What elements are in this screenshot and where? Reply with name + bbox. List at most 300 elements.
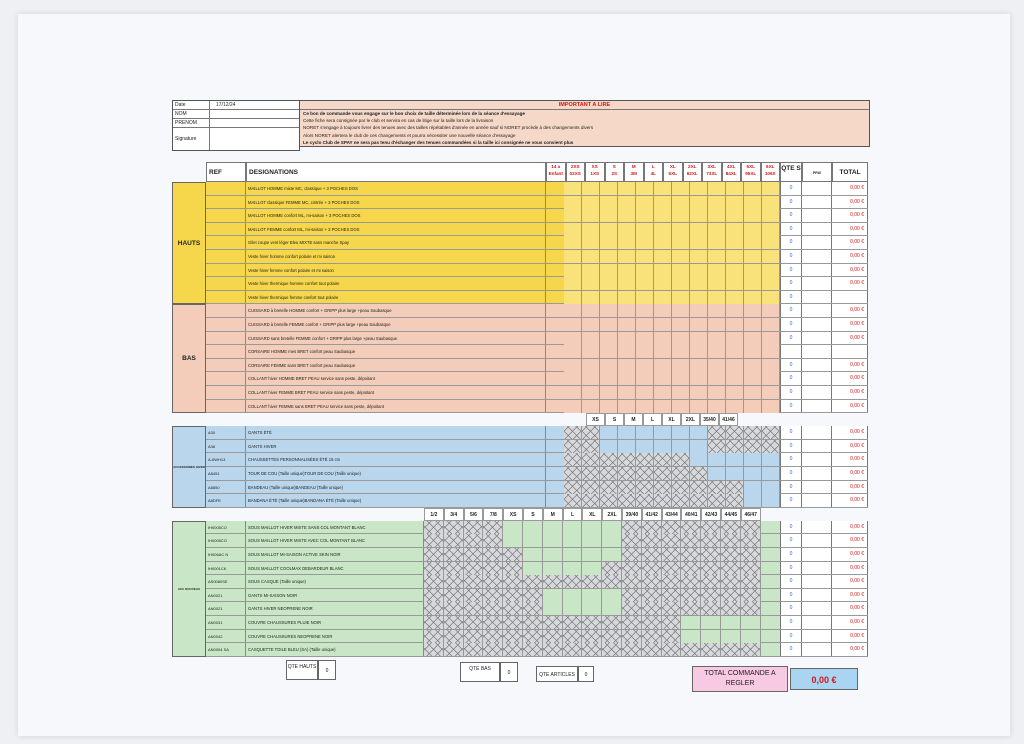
size-cell[interactable] [582, 345, 600, 358]
size-cell[interactable] [582, 264, 600, 277]
size-cell[interactable] [708, 277, 726, 290]
size-cell[interactable] [726, 182, 744, 195]
size-cell[interactable] [602, 534, 622, 547]
size-cell[interactable] [690, 426, 708, 439]
size-cell[interactable] [503, 534, 523, 547]
qty-cell[interactable]: 0 [780, 400, 802, 413]
size-cell[interactable] [582, 196, 600, 209]
size-cell[interactable] [602, 602, 622, 615]
size-cell[interactable] [708, 400, 726, 413]
size-cell[interactable] [721, 630, 741, 643]
prenom-field[interactable] [210, 119, 299, 127]
size-cell[interactable] [672, 345, 690, 358]
size-cell[interactable] [582, 359, 600, 372]
size-cell[interactable] [582, 209, 600, 222]
size-cell[interactable] [672, 250, 690, 263]
size-cell[interactable] [672, 236, 690, 249]
size-cell[interactable] [726, 453, 744, 466]
size-cell[interactable] [600, 386, 618, 399]
size-cell[interactable] [636, 223, 654, 236]
size-cell[interactable] [654, 359, 672, 372]
size-cell[interactable] [672, 359, 690, 372]
size-cell[interactable] [636, 236, 654, 249]
size-cell[interactable] [690, 304, 708, 317]
size-cell[interactable] [708, 209, 726, 222]
size-cell[interactable] [741, 616, 761, 629]
size-cell[interactable] [726, 359, 744, 372]
size-cell[interactable] [690, 386, 708, 399]
size-cell[interactable] [708, 304, 726, 317]
nom-field[interactable] [210, 110, 299, 118]
size-cell[interactable] [762, 494, 780, 507]
size-cell[interactable] [708, 223, 726, 236]
size-cell[interactable] [654, 264, 672, 277]
size-cell[interactable] [762, 359, 780, 372]
size-cell[interactable] [690, 345, 708, 358]
qty-cell[interactable]: 0 [780, 440, 802, 453]
size-cell[interactable] [744, 182, 762, 195]
date-value[interactable]: 17/12/24 [216, 102, 236, 108]
qty-cell[interactable]: 0 [780, 209, 802, 222]
size-cell[interactable] [600, 277, 618, 290]
size-cell[interactable] [726, 467, 744, 480]
size-cell[interactable] [618, 332, 636, 345]
size-cell[interactable] [618, 223, 636, 236]
size-cell[interactable] [564, 236, 582, 249]
size-cell[interactable] [672, 277, 690, 290]
size-cell[interactable] [563, 534, 583, 547]
size-cell[interactable] [690, 318, 708, 331]
size-cell[interactable] [672, 196, 690, 209]
qty-cell[interactable]: 0 [780, 304, 802, 317]
size-cell[interactable] [672, 332, 690, 345]
qty-cell[interactable]: 0 [780, 250, 802, 263]
size-cell[interactable] [672, 291, 690, 304]
size-cell[interactable] [543, 562, 563, 575]
size-cell[interactable] [654, 223, 672, 236]
size-cell[interactable] [636, 440, 654, 453]
size-cell[interactable] [654, 318, 672, 331]
size-cell[interactable] [726, 223, 744, 236]
size-cell[interactable] [726, 386, 744, 399]
size-cell[interactable] [762, 196, 780, 209]
size-cell[interactable] [744, 209, 762, 222]
size-cell[interactable] [600, 250, 618, 263]
size-cell[interactable] [690, 453, 708, 466]
qty-cell[interactable]: 0 [780, 616, 802, 629]
qty-cell[interactable]: 0 [780, 534, 802, 547]
size-cell[interactable] [708, 236, 726, 249]
size-cell[interactable] [618, 277, 636, 290]
size-cell[interactable] [744, 291, 762, 304]
size-cell[interactable] [618, 236, 636, 249]
size-cell[interactable] [744, 359, 762, 372]
qty-cell[interactable]: 0 [780, 630, 802, 643]
qty-cell[interactable]: 0 [780, 223, 802, 236]
size-cell[interactable] [618, 426, 636, 439]
size-cell[interactable] [672, 209, 690, 222]
size-cell[interactable] [582, 589, 602, 602]
size-cell[interactable] [600, 223, 618, 236]
size-cell[interactable] [636, 291, 654, 304]
size-cell[interactable] [762, 236, 780, 249]
size-cell[interactable] [636, 372, 654, 385]
qty-cell[interactable]: 0 [780, 372, 802, 385]
qty-cell[interactable]: 0 [780, 277, 802, 290]
size-cell[interactable] [690, 400, 708, 413]
size-cell[interactable] [672, 223, 690, 236]
size-cell[interactable] [654, 345, 672, 358]
size-cell[interactable] [762, 209, 780, 222]
size-cell[interactable] [726, 236, 744, 249]
size-cell[interactable] [602, 548, 622, 561]
size-cell[interactable] [726, 304, 744, 317]
size-cell[interactable] [762, 318, 780, 331]
size-cell[interactable] [654, 209, 672, 222]
size-cell[interactable] [681, 630, 701, 643]
size-cell[interactable] [744, 196, 762, 209]
size-cell[interactable] [708, 264, 726, 277]
size-cell[interactable] [762, 453, 780, 466]
qty-cell[interactable]: 0 [780, 467, 802, 480]
size-cell[interactable] [600, 359, 618, 372]
size-cell[interactable] [582, 291, 600, 304]
size-cell[interactable] [726, 318, 744, 331]
size-cell[interactable] [726, 264, 744, 277]
size-cell[interactable] [654, 372, 672, 385]
size-cell[interactable] [744, 318, 762, 331]
size-cell[interactable] [582, 400, 600, 413]
qty-cell[interactable]: 0 [780, 264, 802, 277]
size-cell[interactable] [618, 291, 636, 304]
size-cell[interactable] [690, 372, 708, 385]
size-cell[interactable] [708, 453, 726, 466]
size-cell[interactable] [744, 236, 762, 249]
size-cell[interactable] [618, 264, 636, 277]
size-cell[interactable] [762, 291, 780, 304]
size-cell[interactable] [762, 304, 780, 317]
size-cell[interactable] [672, 426, 690, 439]
qty-cell[interactable]: 0 [780, 196, 802, 209]
size-cell[interactable] [708, 345, 726, 358]
size-cell[interactable] [618, 318, 636, 331]
size-cell[interactable] [600, 372, 618, 385]
size-cell[interactable] [726, 400, 744, 413]
size-cell[interactable] [672, 318, 690, 331]
size-cell[interactable] [690, 332, 708, 345]
size-cell[interactable] [503, 521, 523, 534]
size-cell[interactable] [672, 440, 690, 453]
qty-cell[interactable] [780, 345, 802, 358]
size-cell[interactable] [708, 291, 726, 304]
size-cell[interactable] [618, 250, 636, 263]
size-cell[interactable] [564, 250, 582, 263]
size-cell[interactable] [600, 304, 618, 317]
size-cell[interactable] [582, 236, 600, 249]
size-cell[interactable] [564, 291, 582, 304]
size-cell[interactable] [726, 209, 744, 222]
qty-cell[interactable]: 0 [780, 291, 802, 304]
size-cell[interactable] [744, 494, 762, 507]
size-cell[interactable] [726, 345, 744, 358]
size-cell[interactable] [654, 386, 672, 399]
size-cell[interactable] [654, 250, 672, 263]
size-cell[interactable] [744, 372, 762, 385]
size-cell[interactable] [744, 277, 762, 290]
size-cell[interactable] [582, 332, 600, 345]
size-cell[interactable] [708, 359, 726, 372]
size-cell[interactable] [600, 332, 618, 345]
size-cell[interactable] [726, 372, 744, 385]
size-cell[interactable] [701, 630, 721, 643]
size-cell[interactable] [600, 264, 618, 277]
size-cell[interactable] [708, 196, 726, 209]
size-cell[interactable] [543, 548, 563, 561]
size-cell[interactable] [701, 616, 721, 629]
size-cell[interactable] [654, 182, 672, 195]
size-cell[interactable] [636, 400, 654, 413]
size-cell[interactable] [726, 250, 744, 263]
size-cell[interactable] [563, 521, 583, 534]
qty-cell[interactable]: 0 [780, 481, 802, 494]
size-cell[interactable] [618, 196, 636, 209]
qty-cell[interactable]: 0 [780, 589, 802, 602]
size-cell[interactable] [600, 426, 618, 439]
size-cell[interactable] [744, 386, 762, 399]
size-cell[interactable] [636, 426, 654, 439]
size-cell[interactable] [563, 562, 583, 575]
size-cell[interactable] [762, 250, 780, 263]
size-cell[interactable] [582, 318, 600, 331]
size-cell[interactable] [600, 345, 618, 358]
size-cell[interactable] [636, 264, 654, 277]
size-cell[interactable] [618, 386, 636, 399]
size-cell[interactable] [690, 209, 708, 222]
size-cell[interactable] [762, 345, 780, 358]
size-cell[interactable] [744, 345, 762, 358]
size-cell[interactable] [564, 372, 582, 385]
size-cell[interactable] [543, 589, 563, 602]
qty-cell[interactable]: 0 [780, 643, 802, 656]
size-cell[interactable] [708, 182, 726, 195]
size-cell[interactable] [726, 332, 744, 345]
size-cell[interactable] [708, 372, 726, 385]
size-cell[interactable] [762, 400, 780, 413]
size-cell[interactable] [762, 182, 780, 195]
qty-cell[interactable]: 0 [780, 494, 802, 507]
qty-cell[interactable]: 0 [780, 236, 802, 249]
size-cell[interactable] [582, 534, 602, 547]
size-cell[interactable] [744, 481, 762, 494]
size-cell[interactable] [564, 359, 582, 372]
size-cell[interactable] [672, 372, 690, 385]
size-cell[interactable] [690, 264, 708, 277]
size-cell[interactable] [672, 182, 690, 195]
size-cell[interactable] [744, 264, 762, 277]
size-cell[interactable] [708, 318, 726, 331]
size-cell[interactable] [654, 426, 672, 439]
size-cell[interactable] [636, 277, 654, 290]
size-cell[interactable] [564, 345, 582, 358]
size-cell[interactable] [543, 521, 563, 534]
size-cell[interactable] [636, 359, 654, 372]
size-cell[interactable] [636, 345, 654, 358]
size-cell[interactable] [654, 277, 672, 290]
size-cell[interactable] [618, 440, 636, 453]
size-cell[interactable] [744, 453, 762, 466]
size-cell[interactable] [681, 616, 701, 629]
size-cell[interactable] [744, 332, 762, 345]
size-cell[interactable] [636, 196, 654, 209]
size-cell[interactable] [654, 304, 672, 317]
size-cell[interactable] [564, 277, 582, 290]
size-cell[interactable] [582, 602, 602, 615]
size-cell[interactable] [582, 250, 600, 263]
size-cell[interactable] [672, 386, 690, 399]
size-cell[interactable] [600, 318, 618, 331]
size-cell[interactable] [582, 372, 600, 385]
size-cell[interactable] [654, 291, 672, 304]
size-cell[interactable] [636, 209, 654, 222]
size-cell[interactable] [744, 400, 762, 413]
size-cell[interactable] [762, 277, 780, 290]
qty-cell[interactable]: 0 [780, 182, 802, 195]
size-cell[interactable] [523, 548, 543, 561]
signature-field[interactable] [210, 128, 299, 150]
size-cell[interactable] [636, 250, 654, 263]
qty-cell[interactable]: 0 [780, 548, 802, 561]
size-cell[interactable] [654, 332, 672, 345]
size-cell[interactable] [600, 400, 618, 413]
size-cell[interactable] [618, 345, 636, 358]
size-cell[interactable] [741, 630, 761, 643]
size-cell[interactable] [726, 291, 744, 304]
size-cell[interactable] [672, 264, 690, 277]
size-cell[interactable] [618, 304, 636, 317]
size-cell[interactable] [582, 182, 600, 195]
size-cell[interactable] [708, 386, 726, 399]
size-cell[interactable] [654, 236, 672, 249]
size-cell[interactable] [708, 467, 726, 480]
size-cell[interactable] [600, 291, 618, 304]
size-cell[interactable] [543, 602, 563, 615]
size-cell[interactable] [672, 304, 690, 317]
size-cell[interactable] [564, 400, 582, 413]
size-cell[interactable] [600, 440, 618, 453]
size-cell[interactable] [636, 182, 654, 195]
size-cell[interactable] [582, 562, 602, 575]
size-cell[interactable] [543, 534, 563, 547]
size-cell[interactable] [636, 386, 654, 399]
qty-cell[interactable]: 0 [780, 318, 802, 331]
size-cell[interactable] [762, 481, 780, 494]
qty-cell[interactable]: 0 [780, 332, 802, 345]
size-cell[interactable] [744, 250, 762, 263]
size-cell[interactable] [744, 467, 762, 480]
size-cell[interactable] [602, 589, 622, 602]
size-cell[interactable] [600, 182, 618, 195]
size-cell[interactable] [564, 318, 582, 331]
size-cell[interactable] [708, 332, 726, 345]
size-cell[interactable] [618, 372, 636, 385]
qty-cell[interactable]: 0 [780, 426, 802, 439]
size-cell[interactable] [582, 304, 600, 317]
qty-cell[interactable]: 0 [780, 521, 802, 534]
qty-cell[interactable]: 0 [780, 562, 802, 575]
size-cell[interactable] [523, 534, 543, 547]
size-cell[interactable] [600, 196, 618, 209]
size-cell[interactable] [726, 196, 744, 209]
size-cell[interactable] [690, 196, 708, 209]
size-cell[interactable] [618, 359, 636, 372]
size-cell[interactable] [618, 400, 636, 413]
size-cell[interactable] [690, 291, 708, 304]
size-cell[interactable] [523, 521, 543, 534]
size-cell[interactable] [762, 467, 780, 480]
size-cell[interactable] [564, 196, 582, 209]
size-cell[interactable] [582, 223, 600, 236]
size-cell[interactable] [762, 223, 780, 236]
qty-cell[interactable]: 0 [780, 575, 802, 588]
size-cell[interactable] [523, 562, 543, 575]
size-cell[interactable] [690, 223, 708, 236]
size-cell[interactable] [690, 236, 708, 249]
size-cell[interactable] [744, 223, 762, 236]
size-cell[interactable] [582, 386, 600, 399]
size-cell[interactable] [690, 182, 708, 195]
size-cell[interactable] [708, 250, 726, 263]
size-cell[interactable] [564, 304, 582, 317]
size-cell[interactable] [600, 236, 618, 249]
qty-cell[interactable]: 0 [780, 602, 802, 615]
size-cell[interactable] [618, 182, 636, 195]
qty-cell[interactable]: 0 [780, 359, 802, 372]
size-cell[interactable] [564, 182, 582, 195]
qty-cell[interactable]: 0 [780, 453, 802, 466]
size-cell[interactable] [582, 548, 602, 561]
size-cell[interactable] [563, 589, 583, 602]
size-cell[interactable] [636, 332, 654, 345]
size-cell[interactable] [690, 250, 708, 263]
size-cell[interactable] [762, 386, 780, 399]
size-cell[interactable] [654, 400, 672, 413]
size-cell[interactable] [600, 209, 618, 222]
size-cell[interactable] [654, 440, 672, 453]
size-cell[interactable] [564, 264, 582, 277]
size-cell[interactable] [762, 332, 780, 345]
size-cell[interactable] [582, 277, 600, 290]
size-cell[interactable] [564, 332, 582, 345]
size-cell[interactable] [564, 386, 582, 399]
size-cell[interactable] [672, 400, 690, 413]
size-cell[interactable] [690, 440, 708, 453]
qty-cell[interactable]: 0 [780, 386, 802, 399]
size-cell[interactable] [636, 318, 654, 331]
size-cell[interactable] [618, 209, 636, 222]
size-cell[interactable] [602, 521, 622, 534]
size-cell[interactable] [762, 372, 780, 385]
size-cell[interactable] [721, 616, 741, 629]
size-cell[interactable] [582, 521, 602, 534]
size-cell[interactable] [654, 196, 672, 209]
size-cell[interactable] [564, 209, 582, 222]
size-cell[interactable] [744, 304, 762, 317]
size-cell[interactable] [636, 304, 654, 317]
size-cell[interactable] [762, 264, 780, 277]
size-cell[interactable] [563, 548, 583, 561]
size-cell[interactable] [726, 277, 744, 290]
size-cell[interactable] [563, 602, 583, 615]
